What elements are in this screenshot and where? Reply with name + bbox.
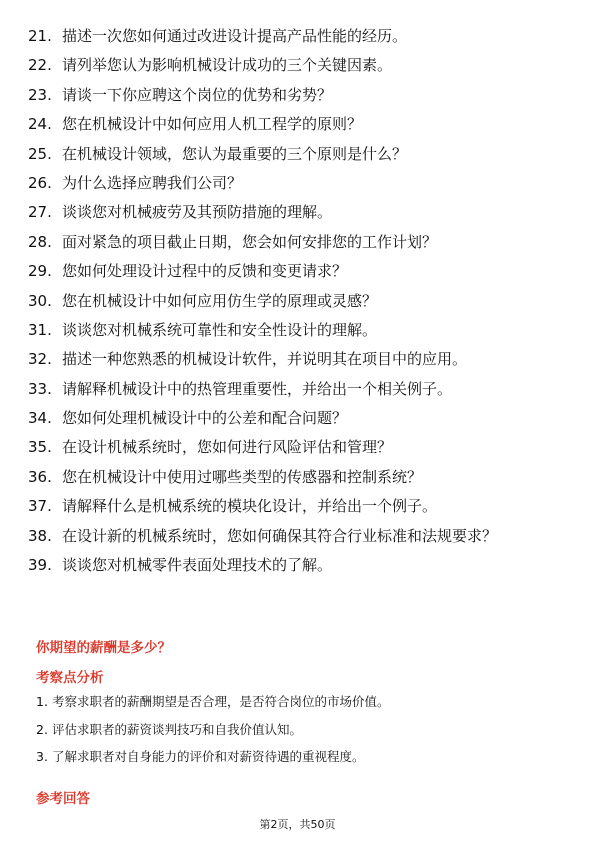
salary-question-heading: 你期望的薪酬是多少？ xyxy=(36,640,171,656)
question-number: 22. xyxy=(28,56,52,75)
question-number: 29. xyxy=(28,262,52,281)
list-item xyxy=(28,173,568,194)
list-item xyxy=(28,261,568,282)
question-text: 请解释机械设计中的热管理重要性，并给出一个相关例子。 xyxy=(62,379,453,398)
question-text: 在机械设计领域，您认为最重要的三个原则是什么？ xyxy=(62,144,408,163)
question-number: 21. xyxy=(28,27,52,45)
analysis-number: 1. xyxy=(36,694,48,709)
question-number: 38. xyxy=(28,526,52,545)
question-list xyxy=(28,26,568,584)
question-text: 谈谈您对机械疲劳及其预防措施的理解。 xyxy=(62,203,333,222)
list-item xyxy=(28,379,568,400)
reference-answer-heading: 参考回答 xyxy=(36,791,90,807)
question-number: 36. xyxy=(28,467,52,486)
question-text: 请谈一下你应聘这个岗位的优势和劣势？ xyxy=(62,85,333,104)
question-number: 32. xyxy=(28,350,52,369)
list-item xyxy=(28,526,568,547)
question-number: 30. xyxy=(28,291,52,310)
analysis-list xyxy=(36,693,556,776)
list-item xyxy=(28,26,568,47)
question-text: 面对紧急的项目截止日期，您会如何安排您的工作计划？ xyxy=(62,232,438,251)
question-number: 26. xyxy=(28,173,52,192)
question-number: 27. xyxy=(28,203,52,222)
analysis-text: 考察求职者的薪酬期望是否合理，是否符合岗位的市场价值。 xyxy=(52,694,390,709)
page-footer: 第2页，共50页 xyxy=(259,818,336,831)
question-text: 谈谈您对机械系统可靠性和安全性设计的理解。 xyxy=(62,320,378,339)
list-item xyxy=(36,693,556,711)
list-item xyxy=(28,291,568,312)
list-item xyxy=(36,721,556,739)
question-text: 描述一次您如何通过改进设计提高产品性能的经历。 xyxy=(62,27,408,45)
list-item xyxy=(28,144,568,165)
question-text: 在设计机械系统时，您如何进行风险评估和管理？ xyxy=(62,438,393,457)
list-item xyxy=(28,114,568,135)
list-item xyxy=(28,232,568,253)
question-number: 39. xyxy=(28,556,52,575)
list-item xyxy=(28,320,568,341)
question-text: 在设计新的机械系统时，您如何确保其符合行业标准和法规要求？ xyxy=(62,526,498,545)
analysis-text: 评估求职者的薪资谈判技巧和自我价值认知。 xyxy=(52,721,303,737)
list-item xyxy=(28,437,568,458)
analysis-number: 2. xyxy=(36,721,48,737)
question-text: 您如何处理机械设计中的公差和配合问题？ xyxy=(62,409,348,428)
list-item xyxy=(36,748,556,766)
question-number: 24. xyxy=(28,115,52,134)
list-item xyxy=(28,555,568,576)
list-item xyxy=(28,496,568,517)
question-text: 请解释什么是机械系统的模块化设计，并给出一个例子。 xyxy=(62,497,438,516)
question-text: 您在机械设计中如何应用仿生学的原理或灵感？ xyxy=(62,291,378,310)
analysis-text: 了解求职者对自身能力的评价和对薪资待遇的重视程度。 xyxy=(52,749,365,765)
list-item xyxy=(28,349,568,370)
list-item xyxy=(28,408,568,429)
question-text: 描述一种您熟悉的机械设计软件，并说明其在项目中的应用。 xyxy=(62,350,468,369)
list-item xyxy=(28,202,568,223)
question-text: 您在机械设计中使用过哪些类型的传感器和控制系统？ xyxy=(62,467,423,486)
question-text: 您在机械设计中如何应用人机工程学的原则？ xyxy=(62,115,363,134)
question-number: 31. xyxy=(28,320,52,339)
question-number: 37. xyxy=(28,497,52,516)
question-text: 您如何处理设计过程中的反馈和变更请求？ xyxy=(62,262,348,281)
question-number: 23. xyxy=(28,85,52,104)
list-item xyxy=(28,55,568,76)
question-number: 34. xyxy=(28,409,52,428)
question-text: 请列举您认为影响机械设计成功的三个关键因素。 xyxy=(62,56,393,75)
question-text: 为什么选择应聘我们公司？ xyxy=(62,173,243,192)
question-number: 35. xyxy=(28,438,52,457)
analysis-heading: 考察点分析 xyxy=(36,670,104,686)
list-item xyxy=(28,85,568,106)
question-number: 25. xyxy=(28,144,52,163)
analysis-number: 3. xyxy=(36,749,48,765)
question-number: 28. xyxy=(28,232,52,251)
list-item xyxy=(28,467,568,488)
question-number: 33. xyxy=(28,379,52,398)
question-text: 谈谈您对机械零件表面处理技术的了解。 xyxy=(62,556,333,575)
